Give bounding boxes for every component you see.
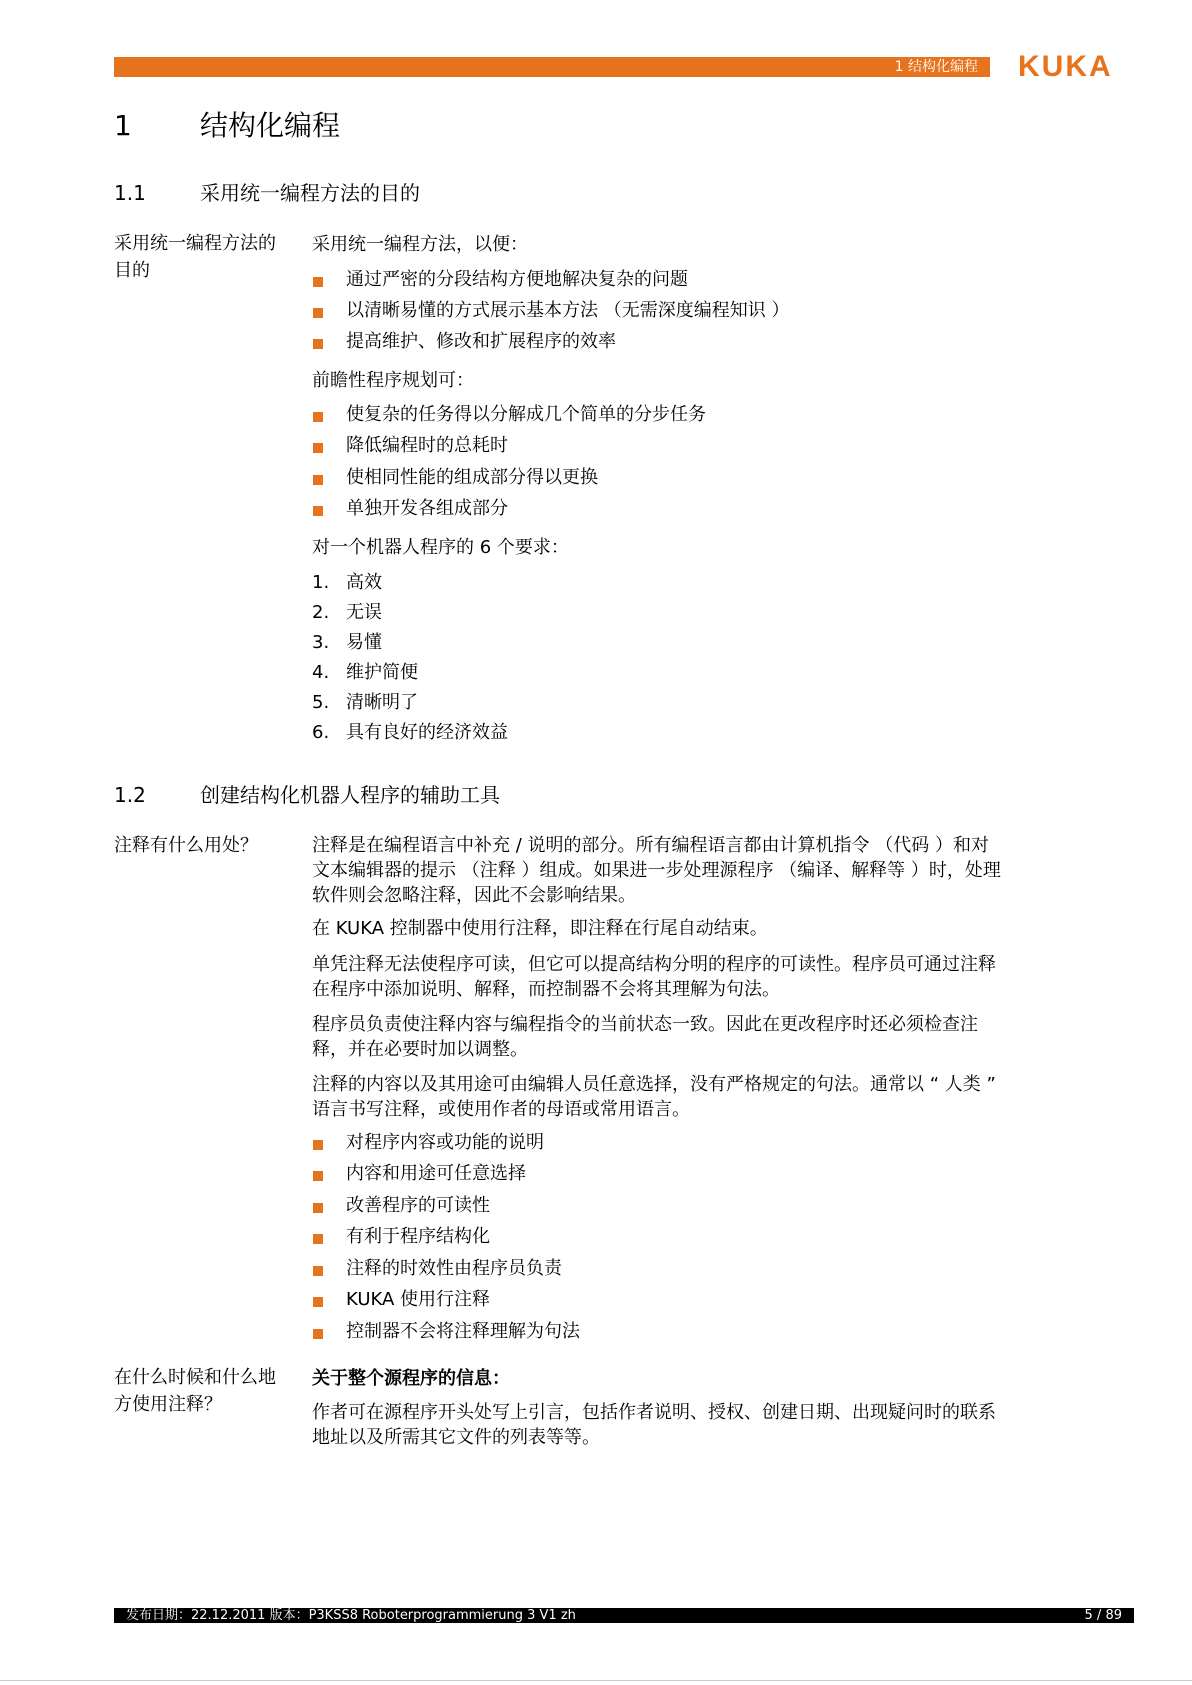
list-item: KUKA 使用行注释: [346, 1289, 491, 1310]
paragraph-content: 注释的内容以及其用途可由编辑人员任意选择，没有严格规定的句法。通常以 “ 人类 ” 语言书写注释，或使用作者的母语或常用语言。: [312, 1074, 996, 1120]
list-item: 单独开发各组成部分: [346, 498, 508, 519]
kuka-logo: KUKA: [1018, 50, 1113, 83]
list-number: 3.: [312, 632, 330, 653]
bullet-marker: [313, 1203, 323, 1213]
section-1-2-title: 创建结构化机器人程序的辅助工具: [200, 783, 500, 807]
list-number: 5.: [312, 692, 330, 713]
paragraph-responsibility: 程序员负责使注释内容与编程指令的当前状态一致。因此在更改程序时还必须检查注释，并在必要时加以调整。: [312, 1014, 978, 1060]
numbered-item: 清晰明了: [346, 692, 418, 713]
list-item: 内容和用途可任意选择: [346, 1163, 526, 1184]
list-number: 2.: [312, 602, 330, 623]
chapter-number: 1: [114, 109, 132, 142]
paragraph-line-comments: 在 KUKA 控制器中使用行注释，即注释在行尾自动结束。: [312, 918, 768, 939]
bullet-marker: [313, 277, 323, 287]
bullet-marker: [313, 1266, 323, 1276]
section-1-1-number: 1.1: [114, 181, 146, 205]
header-section-title: 1 结构化编程: [894, 59, 978, 75]
list-item: 注释的时效性由程序员负责: [346, 1258, 562, 1279]
list-item: 降低编程时的总耗时: [346, 435, 508, 456]
bullet-marker: [313, 339, 323, 349]
section-1-1-title: 采用统一编程方法的目的: [200, 181, 420, 205]
list-item: 控制器不会将注释理解为句法: [346, 1321, 580, 1342]
footer-bar: [114, 1608, 1134, 1623]
bullet-marker: [313, 506, 323, 516]
list-item: 以清晰易懂的方式展示基本方法 （无需深度编程知识 ）: [346, 300, 790, 321]
numbered-item: 高效: [346, 572, 382, 593]
page-edge-divider: [0, 1680, 1192, 1681]
numbered-item: 具有良好的经济效益: [346, 722, 508, 743]
list-item: 对程序内容或功能的说明: [346, 1132, 544, 1153]
bullet-marker: [313, 1140, 323, 1150]
numbered-item: 维护简便: [346, 662, 418, 683]
bullet-marker: [313, 1329, 323, 1339]
paragraph-readability: 单凭注释无法使程序可读，但它可以提高结构分明的程序的可读性。程序员可通过注释在程序中添加说明、解释，而控制器不会将其理解为句法。: [312, 954, 996, 1000]
list-item: 使相同性能的组成部分得以更换: [346, 467, 598, 488]
list-number: 4.: [312, 662, 330, 683]
bullet-marker: [313, 475, 323, 485]
footer-page-number: 5 / 89: [1084, 1608, 1122, 1623]
header-bar: [114, 57, 990, 77]
paragraph-intro: 采用统一编程方法，以便：: [312, 234, 528, 255]
side-label-comment-use: 注释有什么用处？: [114, 835, 258, 856]
side-label-when-where: 在什么时候和什么地方使用注释？: [114, 1367, 276, 1415]
numbered-item: 易懂: [346, 632, 382, 653]
paragraph-planning: 前瞻性程序规划可：: [312, 370, 474, 391]
list-item: 提高维护、修改和扩展程序的效率: [346, 331, 616, 352]
list-item: 改善程序的可读性: [346, 1195, 490, 1216]
chapter-title: 结构化编程: [200, 109, 341, 142]
bold-heading-source-info: 关于整个源程序的信息：: [312, 1368, 510, 1389]
list-item: 使复杂的任务得以分解成几个简单的分步任务: [346, 404, 706, 425]
list-item: 有利于程序结构化: [346, 1226, 490, 1247]
side-label-purpose: 采用统一编程方法的目的: [114, 233, 276, 281]
numbered-item: 无误: [346, 602, 382, 623]
footer-release-info: 发布日期：22.12.2011 版本：P3KSS8 Roboterprogrammierung 3 V1 zh: [126, 1608, 576, 1623]
list-number: 6.: [312, 722, 330, 743]
bullet-marker: [313, 443, 323, 453]
list-number: 1.: [312, 572, 330, 593]
bullet-marker: [313, 1171, 323, 1181]
section-1-2-number: 1.2: [114, 783, 146, 807]
paragraph-requirements: 对一个机器人程序的 6 个要求：: [312, 537, 569, 558]
list-item: 通过严密的分段结构方便地解决复杂的问题: [346, 269, 688, 290]
bullet-marker: [313, 308, 323, 318]
paragraph-comments: 注释是在编程语言中补充 / 说明的部分。所有编程语言都由计算机指令 （代码 ）和对文本编辑器的提示 （注释 ）组成。如果进一步处理源程序 （编译、解释等 ）时，处理软件则会忽略注释，因此不会影响结果。: [312, 835, 1001, 906]
paragraph-author-header: 作者可在源程序开头处写上引言，包括作者说明、授权、创建日期、出现疑问时的联系地址以及所需其它文件的列表等等。: [312, 1402, 996, 1448]
bullet-marker: [313, 412, 323, 422]
bullet-marker: [313, 1297, 323, 1307]
bullet-marker: [313, 1234, 323, 1244]
